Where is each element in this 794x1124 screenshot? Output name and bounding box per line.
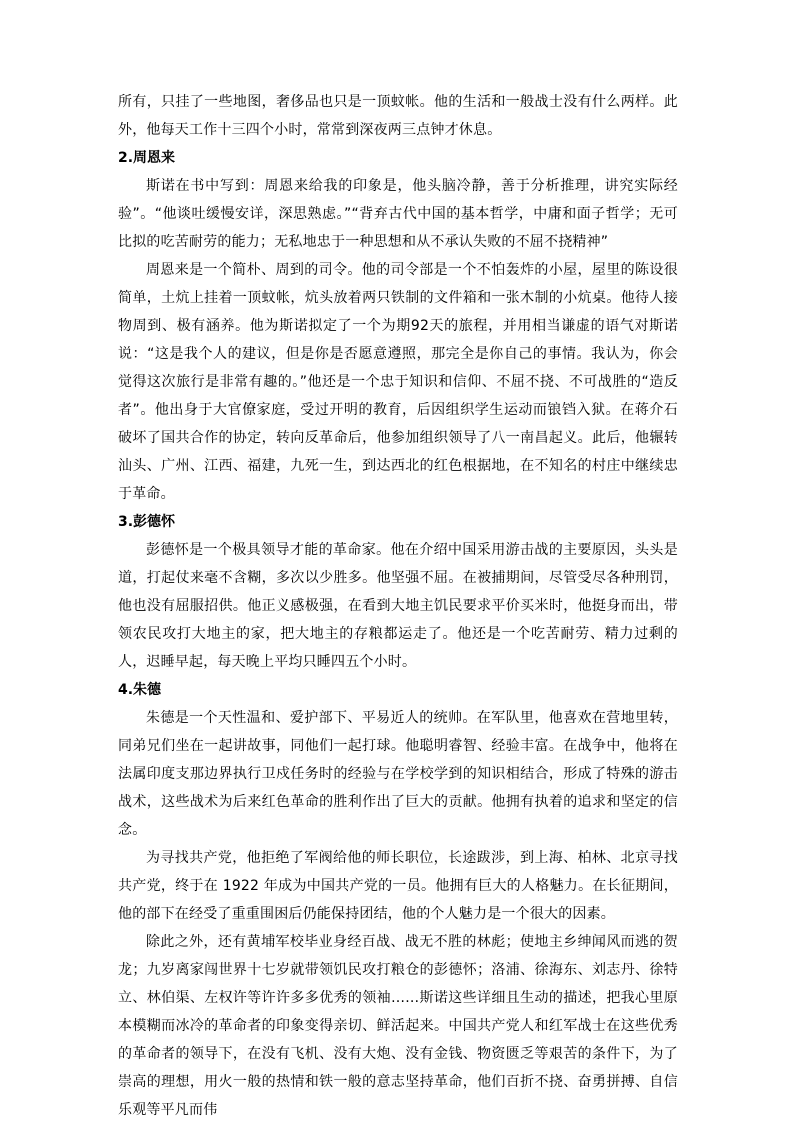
paragraph-peng-description: 彭德怀是一个极具领导才能的革命家。他在介绍中国采用游击战的主要原因，头头是道，打起仗来毫不含糊，多次以少胜多。他坚强不屈。在被捕期间，尽管受尽各种刑罚，他也没有屈服招供。他正义感极强，在看到大地主饥民要求平价买米时，他挺身而出，带领农民攻打大地主的家，把大地主的存粮都运走了。他还是一个吃苦耐劳、精力过剩的人，迟睡早起，每天晚上平均只睡四五个小时。 — [118, 542, 678, 670]
document-body — [118, 88, 678, 1124]
section-heading-zhou-enlai: 2.周恩来 — [118, 150, 176, 166]
paragraph-zhu-party: 为寻找共产党，他拒绝了军阀给他的师长职位，长途跋涉，到上海、柏林、北京寻找共产党，终于在 1922 年成为中国共产党的一员。他拥有巨大的人格魅力。在长征期间，他的部下在经受了重重围困后仍能保持团结，他的个人魅力是一个很大的因素。 — [118, 850, 678, 922]
paragraph-zhu-description: 朱德是一个天性温和、爱护部下、平易近人的统帅。在军队里，他喜欢在营地里转，同弟兄们坐在一起讲故事，同他们一起打球。他聪明睿智、经验丰富。在战争中，他将在法属印度支那边界执行卫戍任务时的经验与在学校学到的知识相结合，形成了特殊的游击战术，这些战术为后来红色革命的胜利作出了巨大的贡献。他拥有执着的追求和坚定的信念。 — [118, 710, 678, 838]
section-heading-zhu-de: 4.朱德 — [118, 682, 162, 698]
paragraph-other-leaders: 除此之外，还有黄埔军校毕业身经百战、战无不胜的林彪；使地主乡绅闻风而逃的贺龙；九岁离家闯世界十七岁就带领饥民攻打粮仓的彭德怀；洛浦、徐海东、刘志丹、徐特立、林伯渠、左权许等许许多多优秀的领袖……斯诺这些详细且生动的描述，把我心里原本模糊而冰冷的革命者的印象变得亲切、鲜活起来。中国共产党人和红军战士在这些优秀的革命者的领导下，在没有飞机、没有大炮、没有金钱、物资匮乏等艰苦的条件下，为了崇高的理想，用火一般的热情和铁一般的意志坚持革命，他们百折不挠、奋勇拼搏、自信乐观等平凡而伟 — [118, 934, 678, 1118]
paragraph-zhou-quote: 斯诺在书中写到：周恩来给我的印象是，他头脑冷静，善于分析推理，讲究实际经验”。“他谈吐缓慢安详，深思熟虑。”“背弃古代中国的基本哲学，中庸和面子哲学；无可比拟的吃苦耐劳的能力；无私地忠于一种思想和从不承认失败的不屈不挠精神” — [118, 178, 678, 250]
paragraph-intro-continuation: 所有，只挂了一些地图，奢侈品也只是一顶蚊帐。他的生活和一般战士没有什么两样。此外，他每天工作十三四个小时，常常到深夜两三点钟才休息。 — [118, 94, 678, 138]
section-heading-peng-dehuai: 3.彭德怀 — [118, 514, 176, 530]
paragraph-zhou-description: 周恩来是一个简朴、周到的司令。他的司令部是一个不怕轰炸的小屋，屋里的陈设很简单，土炕上挂着一顶蚊帐，炕头放着两只铁制的文件箱和一张木制的小炕桌。他待人接物周到、极有涵养。他为斯诺拟定了一个为期92天的旅程，并用相当谦虚的语气对斯诺说：“这是我个人的建议，但是你是否愿意遵照，那完全是你自己的事情。我认为，你会觉得这次旅行是非常有趣的。”他还是一个忠于知识和信仰、不屈不挠、不可战胜的“造反者”。他出身于大官僚家庭，受过开明的教育，后因组织学生运动而锒铛入狱。在蒋介石破坏了国共合作的协定，转向反革命后，他参加组织领导了八一南昌起义。此后，他辗转汕头、广州、江西、福建，九死一生，到达西北的红色根据地，在不知名的村庄中继续忠于革命。 — [118, 262, 678, 502]
